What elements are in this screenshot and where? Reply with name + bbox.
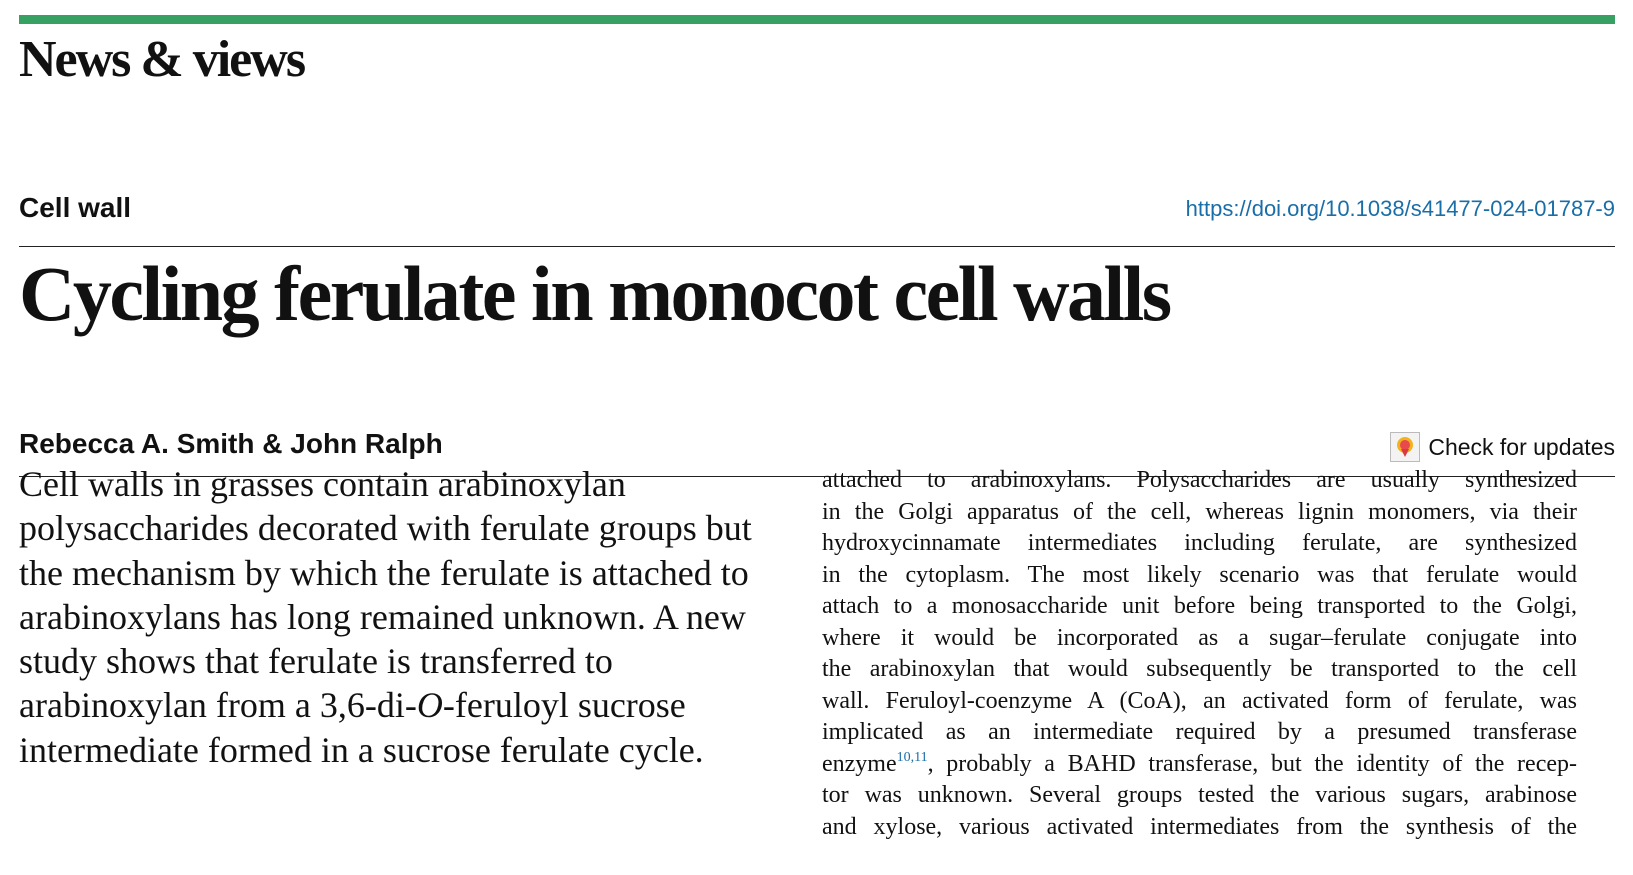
body-line: and xylose, various activated intermediates from the synthesis of the: [822, 813, 1577, 840]
accent-bar: [19, 15, 1615, 24]
body-line: where it would be incorporated as a sugar–ferulate conjugate into: [822, 624, 1577, 651]
author-list: Rebecca A. Smith & John Ralph: [19, 428, 443, 459]
subject-label: Cell wall: [19, 192, 132, 223]
doi-link[interactable]: https://doi.org/10.1038/s41477-024-01787-9: [1185, 196, 1615, 221]
body-line-with-reference: [822, 749, 1577, 781]
body-line: attach to a monosaccharide unit before being transported to the Golgi,: [822, 593, 1577, 619]
check-for-updates-label: Check for updates: [1428, 433, 1615, 460]
body-line: tor was unknown. Several groups tested the various sugars, arabinose: [822, 782, 1577, 808]
body-line: wall. Feruloyl-coenzyme A (CoA), an activated form of ferulate, was: [822, 687, 1577, 714]
body-text: enzyme: [822, 750, 897, 777]
body-line: in the Golgi apparatus of the cell, whereas lignin monomers, via their: [822, 498, 1577, 525]
subject-row: [19, 192, 1615, 247]
standfirst: [19, 462, 779, 772]
body-line: hydroxycinnamate intermediates including ferulate, are synthesized: [822, 530, 1577, 556]
reference-link[interactable]: 10,11: [896, 749, 928, 765]
crossmark-icon: [1390, 432, 1420, 462]
article-title: Cycling ferulate in monocot cell walls: [19, 250, 1170, 337]
body-line: the arabinoxylan that would subsequently be transported to the cell: [822, 656, 1577, 682]
section-heading: News & views: [19, 31, 305, 88]
body-text: , probably a BAHD transferase, but the identity of the recep-: [927, 750, 1577, 777]
standfirst-text-start: Cell walls in grasses contain arabinoxylan polysaccharides decorated with ferulate groups but the mechanism by which the ferulate is attached to arabinoxylans has long remained unknown. A new study shows that ferulate is transferred to arabinoxylan from a 3,6-di-: [19, 464, 752, 726]
body-line: implicated as an intermediate required by a presumed transferase: [822, 719, 1577, 745]
standfirst-text-end: -feruloyl sucrose intermediate formed in a sucrose ferulate cycle.: [19, 685, 704, 770]
standfirst-italic-o: O: [416, 685, 443, 726]
body-line: attached to arabinoxylans. Polysaccharides are usually synthesized: [822, 467, 1577, 493]
body-line: in the cytoplasm. The most likely scenario was that ferulate would: [822, 561, 1577, 588]
body-column: [822, 465, 1577, 843]
check-for-updates-button[interactable]: [1390, 432, 1615, 462]
